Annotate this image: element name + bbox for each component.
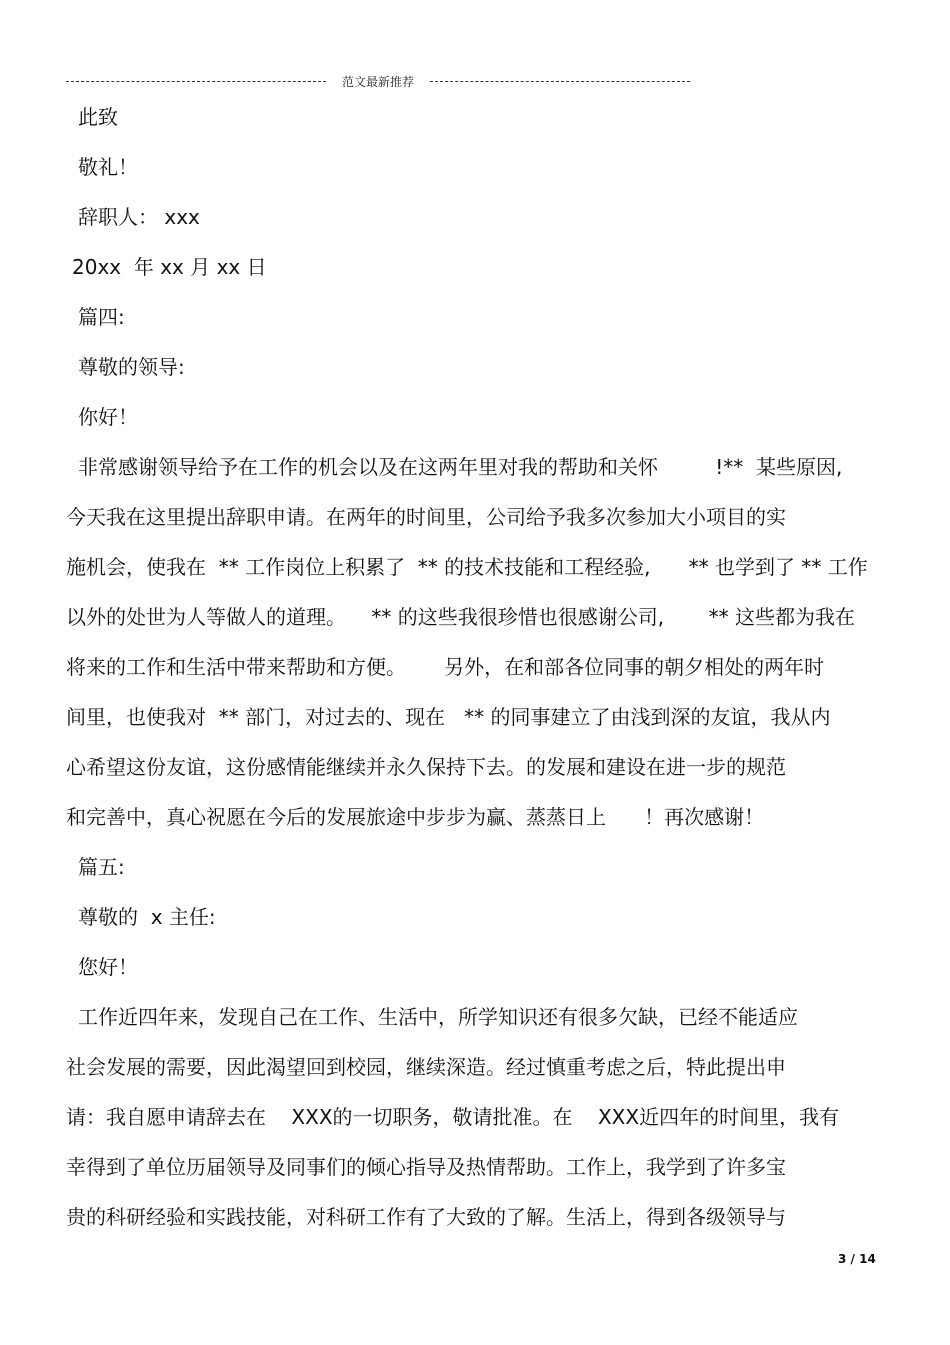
header-dash-right xyxy=(430,81,690,82)
text-line: 尊敬的 x 主任: xyxy=(78,905,216,929)
text-line: 20xx 年 xx 月 xx 日 xyxy=(72,255,267,279)
text-line: 以外的处世为人等做人的道理。 ** 的这些我很珍惜也很感谢公司, ** 这些都为我在 xyxy=(66,605,856,629)
text-line: 您好！ xyxy=(78,955,138,979)
text-line: 社会发展的需要，因此渴望回到校园，继续深造。经过慎重考虑之后，特此提出申 xyxy=(66,1055,786,1079)
text-line: 非常感谢领导给予在工作的机会以及在这两年里对我的帮助和关怀 !** 某些原因, xyxy=(78,455,843,479)
header-dash-left xyxy=(66,81,326,82)
text-line: 工作近四年来，发现自己在工作、生活中，所学知识还有很多欠缺，已经不能适应 xyxy=(78,1005,798,1029)
text-line: 此致 xyxy=(78,105,118,129)
text-line: 辞职人： xxx xyxy=(78,205,200,229)
text-line: 今天我在这里提出辞职申请。在两年的时间里，公司给予我多次参加大小项目的实 xyxy=(66,505,786,529)
text-line: 敬礼！ xyxy=(78,155,138,179)
text-line: 你好！ xyxy=(78,405,138,429)
text-line: 请：我自愿申请辞去在 XXX的一切职务，敬请批准。在 XXX近四年的时间里，我有 xyxy=(66,1105,840,1129)
page-header xyxy=(66,72,690,90)
text-line: 心希望这份友谊，这份感情能继续并永久保持下去。的发展和建设在进一步的规范 xyxy=(66,755,786,779)
page-number: 3 / 14 xyxy=(838,1252,876,1266)
text-line: 间里，也使我对 ** 部门，对过去的、现在 ** 的同事建立了由浅到深的友谊，我从内 xyxy=(66,705,831,729)
text-line: 篇四: xyxy=(78,305,125,329)
text-line: 和完善中，真心祝愿在今后的发展旅途中步步为赢、蒸蒸日上 ！再次感谢！ xyxy=(66,805,765,829)
text-line: 尊敬的领导: xyxy=(78,355,185,379)
text-line: 篇五: xyxy=(78,855,125,879)
text-line: 幸得到了单位历届领导及同事们的倾心指导及热情帮助。工作上，我学到了许多宝 xyxy=(66,1155,786,1179)
text-line: 贵的科研经验和实践技能，对科研工作有了大致的了解。生活上，得到各级领导与 xyxy=(66,1205,786,1229)
header-title: 范文最新推荐 xyxy=(342,74,415,89)
text-line: 将来的工作和生活中带来帮助和方便。 另外，在和部各位同事的朝夕相处的两年时 xyxy=(66,655,825,679)
text-line: 施机会，使我在 ** 工作岗位上积累了 ** 的技术技能和工程经验, ** 也学到了 ** 工作 xyxy=(66,555,868,579)
